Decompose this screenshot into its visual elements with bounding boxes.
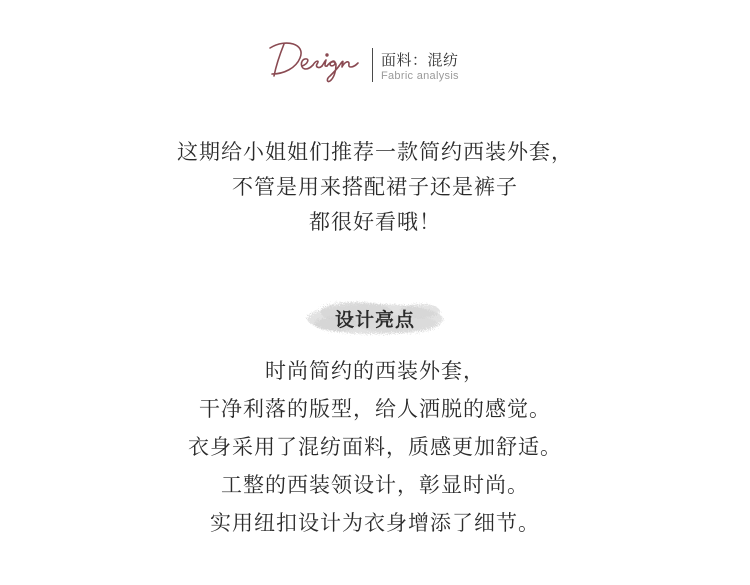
design-script-logo xyxy=(266,36,362,84)
highlight-heading xyxy=(296,292,454,344)
feature-line: 干净利落的版型，给人洒脱的感觉。 xyxy=(199,397,551,421)
section-header xyxy=(0,36,750,86)
feature-line: 实用纽扣设计为衣身增添了细节。 xyxy=(210,511,540,535)
intro-text xyxy=(0,135,750,240)
feature-line: 衣身采用了混纺面料，质感更加舒适。 xyxy=(188,435,562,459)
header-divider xyxy=(372,48,373,82)
header-subtitle: Fabric analysis xyxy=(381,70,459,82)
feature-line: 时尚简约的西装外套， xyxy=(265,359,485,383)
intro-line: 不管是用来搭配裙子还是裤子 xyxy=(232,175,518,199)
highlight-title: 设计亮点 xyxy=(334,309,415,331)
intro-line: 都很好看哦！ xyxy=(309,210,441,234)
feature-line: 工整的西装领设计，彰显时尚。 xyxy=(221,473,529,497)
header-title: 面料：混纺 xyxy=(381,51,459,69)
intro-line: 这期给小姐姐们推荐一款简约西装外套， xyxy=(177,140,573,164)
feature-text xyxy=(0,352,750,542)
